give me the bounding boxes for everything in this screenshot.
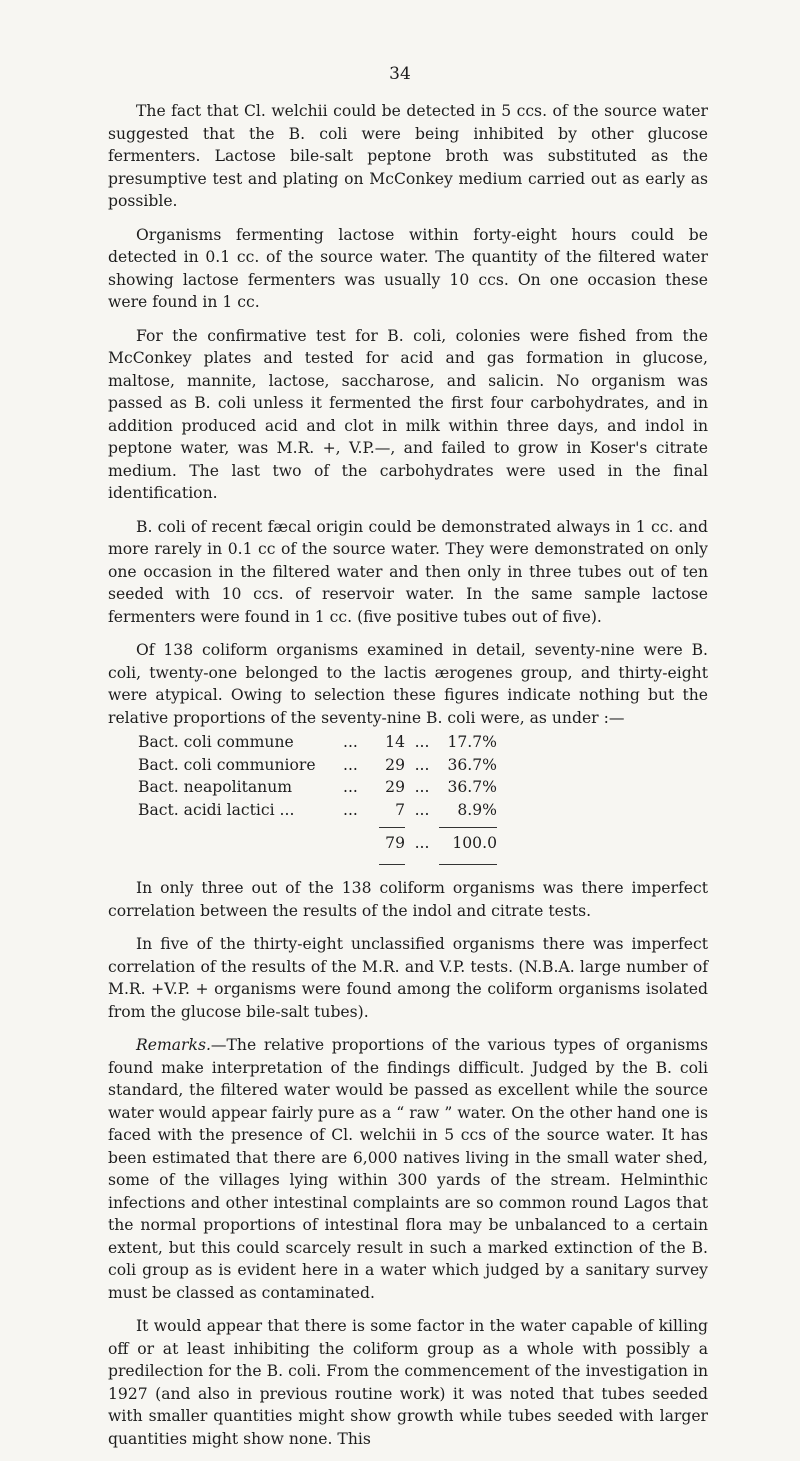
leader-dots: ... [343, 733, 358, 751]
leader-dots: ... [414, 733, 430, 751]
organism-percent: 8.9% [457, 800, 497, 819]
leader-dots: ... [414, 755, 430, 774]
page-number: 34 [389, 64, 411, 84]
organism-count: 14 [385, 733, 405, 751]
paragraph-inhibition-factor: It would appear that there is some factor in the water capable of killing off or at least inhibiting the coliform group as a whole with possibly a predilection for the B. coli. From the commencement of the investigation in 1927 (and also in previous routine work) it was noted that tubes seeded with smaller quantities might show growth while tubes seeded with larger quantities might show none. This [108, 1317, 708, 1448]
leader-dots: ... [414, 778, 430, 796]
paragraph-welchii: The fact that Cl. welchii could be detected in 5 ccs. of the source water suggested that the B. coli were being inhibited by other glucose fermenters. Lactose bile-salt peptone broth was substituted as the presumptive test and plating on McConkey medium carried out as early as possible. [108, 102, 708, 210]
organism-count: 29 [385, 778, 405, 796]
table-row [138, 799, 497, 822]
leader-dots: ... [343, 778, 358, 796]
table-row [138, 776, 497, 799]
paragraph-mr-vp: In five of the thirty-eight unclassified organisms there was imperfect correlation of the results of the M.R. and V.P. tests. (N.B.A. large number of M.R. +V.P. + organisms were found among the coliform organisms isolated from the glucose bile-salt tubes). [108, 935, 708, 1021]
table-rule [138, 860, 497, 865]
organism-count: 29 [385, 755, 405, 774]
organism-name: Bact. coli commune [138, 733, 294, 751]
coli-proportions-table [138, 731, 497, 865]
organism-percent: 36.7% [447, 755, 497, 774]
leader-dots: ... [414, 833, 430, 852]
leader-dots: ... [343, 755, 358, 774]
table-row [138, 731, 497, 754]
organism-count: 7 [395, 800, 405, 819]
leader-dots: ... [343, 800, 358, 819]
page-body [108, 100, 708, 1461]
table-row [138, 754, 497, 777]
organism-name: Bact. coli communiore [138, 755, 316, 774]
paragraph-coliform-counts: Of 138 coliform organisms examined in detail, seventy-nine were B. coli, twenty-one belonged to the lactis ærogenes group, and thirty-eight were atypical. Owing to selection these figures indicate nothing but the relative proportions of the seventy-nine B. coli were, as under :— [108, 641, 708, 727]
remarks-heading: Remarks. [136, 1036, 211, 1054]
leader-dots: ... [414, 800, 430, 819]
organism-percent: 17.7% [447, 733, 497, 751]
paragraph-remarks [108, 1034, 708, 1304]
organism-name: Bact. neapolitanum [138, 778, 293, 796]
total-count: 79 [385, 834, 405, 852]
organism-name: Bact. acidi lactici ... [138, 800, 295, 819]
table-total-row [138, 828, 497, 861]
organism-percent: 36.7% [447, 778, 497, 796]
paragraph-confirmative-test: For the confirmative test for B. coli, colonies were fished from the McConkey plates and tested for acid and gas formation in glucose, maltose, mannite, lactose, saccharose, and salicin. No organism was passed as B. coli unless it fermented the first four carbohydrates, and in addition produced acid and clot in milk within three days, and indol in peptone water, was M.R. +, V.P.—, and failed to grow in Koser's citrate medium. The last two of the carbohydrates were used in the final identification. [108, 326, 708, 502]
total-percent: 100.0 [452, 834, 497, 852]
remarks-text: —The relative proportions of the various types of organisms found make interpretation of the findings difficult. Judged by the B. coli standard, the filtered water would be passed as excellent while the source water would appear fairly pure as a “ raw ” water. On the other hand one is faced with the presence of Cl. welchii in 5 ccs of the source water. It has been estimated that there are 6,000 natives living in the small water shed, some of the villages lying within 300 yards of the stream. Helminthic infections and other intestinal complaints are so common round Lagos that the normal proportions of intestinal flora may be unbalanced to a certain extent, but this could scarcely result in such a marked extinction of the B. coli group as is evident here in a water which judged by a sanitary survey must be classed as contaminated. [108, 1036, 708, 1302]
paragraph-lactose-fermenters: Organisms fermenting lactose within forty-eight hours could be detected in 0.1 cc. of the source water. The quantity of the filtered water showing lactose fermenters was usually 10 ccs. On one occasion these were found in 1 cc. [108, 225, 708, 311]
paragraph-faecal-origin: B. coli of recent fæcal origin could be demonstrated always in 1 cc. and more rarely in 0.1 cc of the source water. They were demonstrated on only one occasion in the filtered water and then only in three tubes out of ten seeded with 10 ccs. of reservoir water. In the same sample lactose fermenters were found in 1 cc. (five positive tubes out of five). [108, 517, 708, 626]
paragraph-indol-citrate: In only three out of the 138 coliform organisms was there imperfect correlation between the results of the indol and citrate tests. [108, 879, 708, 920]
